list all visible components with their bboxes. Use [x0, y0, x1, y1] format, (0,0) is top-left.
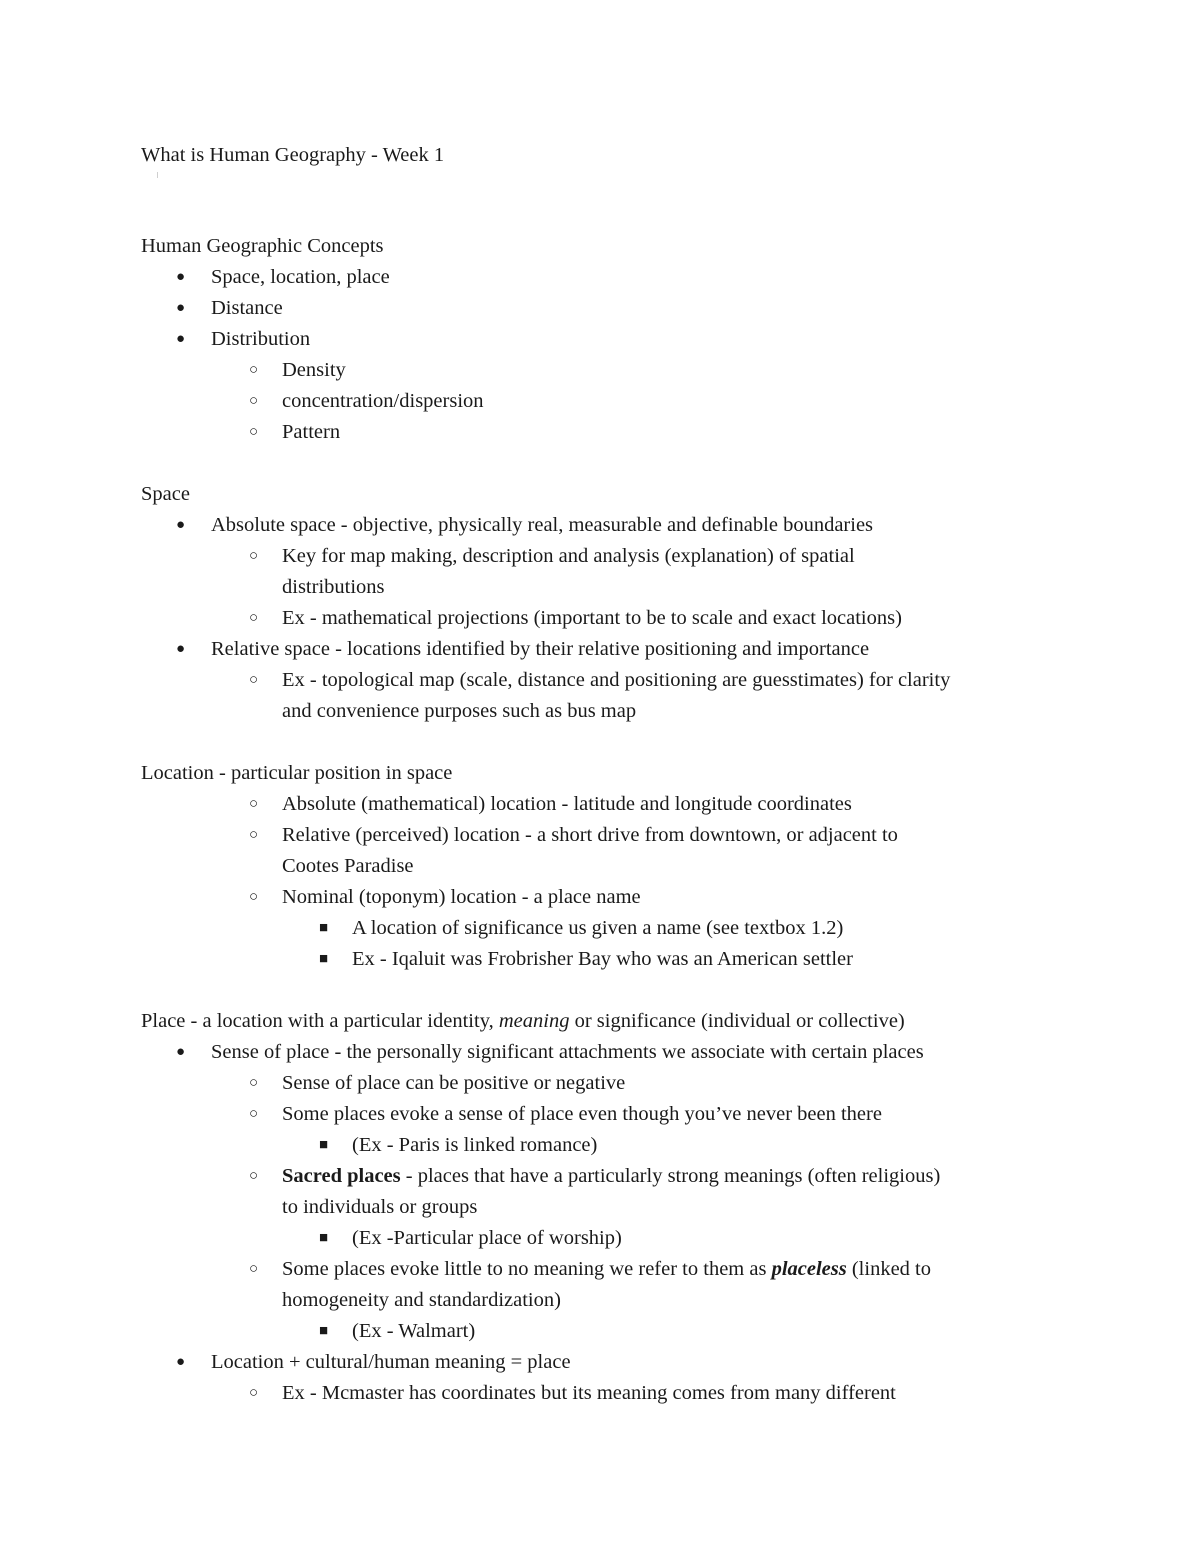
bullet-disc-icon: ●	[176, 517, 186, 533]
heading-text: Place - a location with a particular identity,	[141, 1010, 499, 1032]
list-item-continuation: homogeneity and standardization)	[282, 1289, 561, 1311]
list-item-text: - places that have a particularly strong meanings (often religious)	[400, 1165, 941, 1187]
list-item: Space, location, place	[211, 266, 390, 288]
bullet-circle-icon: ○	[249, 1168, 259, 1184]
list-item: Absolute space - objective, physically real, measurable and definable boundaries	[211, 514, 874, 536]
list-item	[282, 1161, 940, 1192]
list-item: Ex - Mcmaster has coordinates but its meaning comes from many different	[282, 1382, 896, 1404]
bullet-circle-icon: ○	[249, 1385, 259, 1401]
list-item: Pattern	[282, 421, 341, 443]
bullet-square-icon: ■	[319, 1323, 329, 1339]
bullet-circle-icon: ○	[249, 1261, 259, 1277]
list-item: Distribution	[211, 328, 311, 350]
list-item-continuation: and convenience purposes such as bus map	[282, 700, 637, 722]
list-item: Relative space - locations identified by their relative positioning and importance	[211, 638, 870, 660]
list-item-continuation: Cootes Paradise	[282, 855, 414, 877]
bullet-disc-icon: ●	[176, 300, 186, 316]
bullet-circle-icon: ○	[249, 393, 259, 409]
list-item: Density	[282, 359, 346, 381]
bullet-circle-icon: ○	[249, 424, 259, 440]
list-item: (Ex - Paris is linked romance)	[352, 1134, 598, 1156]
section-heading-place	[141, 1006, 905, 1037]
bullet-square-icon: ■	[319, 920, 329, 936]
cursor-mark	[157, 172, 158, 178]
list-item: Ex - mathematical projections (important to be to scale and exact locations)	[282, 607, 902, 629]
bullet-disc-icon: ●	[176, 1354, 186, 1370]
bullet-circle-icon: ○	[249, 796, 259, 812]
bullet-circle-icon: ○	[249, 362, 259, 378]
bullet-circle-icon: ○	[249, 548, 259, 564]
section-heading-location: Location - particular position in space	[141, 762, 453, 784]
bullet-circle-icon: ○	[249, 1106, 259, 1122]
list-item: Sense of place - the personally significant attachments we associate with certain places	[211, 1041, 924, 1063]
heading-emphasis: meaning	[498, 1010, 570, 1032]
bullet-circle-icon: ○	[249, 1075, 259, 1091]
document-title: What is Human Geography - Week 1	[141, 144, 445, 166]
bullet-circle-icon: ○	[249, 889, 259, 905]
section-heading-space: Space	[141, 483, 190, 505]
bullet-circle-icon: ○	[249, 610, 259, 626]
list-item: Nominal (toponym) location - a place name	[282, 886, 641, 908]
bullet-disc-icon: ●	[176, 641, 186, 657]
list-item-text: Some places evoke little to no meaning we refer to them as	[282, 1258, 772, 1280]
list-item: Key for map making, description and analysis (explanation) of spatial	[282, 545, 855, 567]
bullet-disc-icon: ●	[176, 331, 186, 347]
list-item-continuation: to individuals or groups	[282, 1196, 478, 1218]
list-item: Sense of place can be positive or negative	[282, 1072, 626, 1094]
bold-term: Sacred places	[282, 1165, 401, 1187]
list-item: Distance	[211, 297, 283, 319]
list-item: Ex - topological map (scale, distance and positioning are guesstimates) for clarity	[282, 669, 951, 691]
list-item: (Ex -Particular place of worship)	[352, 1227, 622, 1249]
list-item: concentration/dispersion	[282, 390, 484, 412]
heading-text: or significance (individual or collective)	[569, 1010, 905, 1032]
bullet-circle-icon: ○	[249, 827, 259, 843]
bullet-disc-icon: ●	[176, 1044, 186, 1060]
list-item: Ex - Iqaluit was Frobrisher Bay who was an American settler	[352, 948, 853, 970]
list-item-text: (linked to	[846, 1258, 931, 1280]
bullet-disc-icon: ●	[176, 269, 186, 285]
bold-italic-term: placeless	[771, 1258, 847, 1280]
bullet-square-icon: ■	[319, 951, 329, 967]
bullet-square-icon: ■	[319, 1137, 329, 1153]
list-item: Relative (perceived) location - a short drive from downtown, or adjacent to	[282, 824, 898, 846]
list-item: Absolute (mathematical) location - latitude and longitude coordinates	[282, 793, 852, 815]
bullet-square-icon: ■	[319, 1230, 329, 1246]
list-item: Location + cultural/human meaning = place	[211, 1351, 571, 1373]
bullet-circle-icon: ○	[249, 672, 259, 688]
list-item-continuation: distributions	[282, 576, 385, 598]
list-item	[282, 1254, 931, 1285]
list-item: (Ex - Walmart)	[352, 1320, 476, 1342]
section-heading-concepts: Human Geographic Concepts	[141, 235, 384, 257]
list-item: Some places evoke a sense of place even though you’ve never been there	[282, 1103, 882, 1125]
list-item: A location of significance us given a name (see textbox 1.2)	[352, 917, 844, 939]
